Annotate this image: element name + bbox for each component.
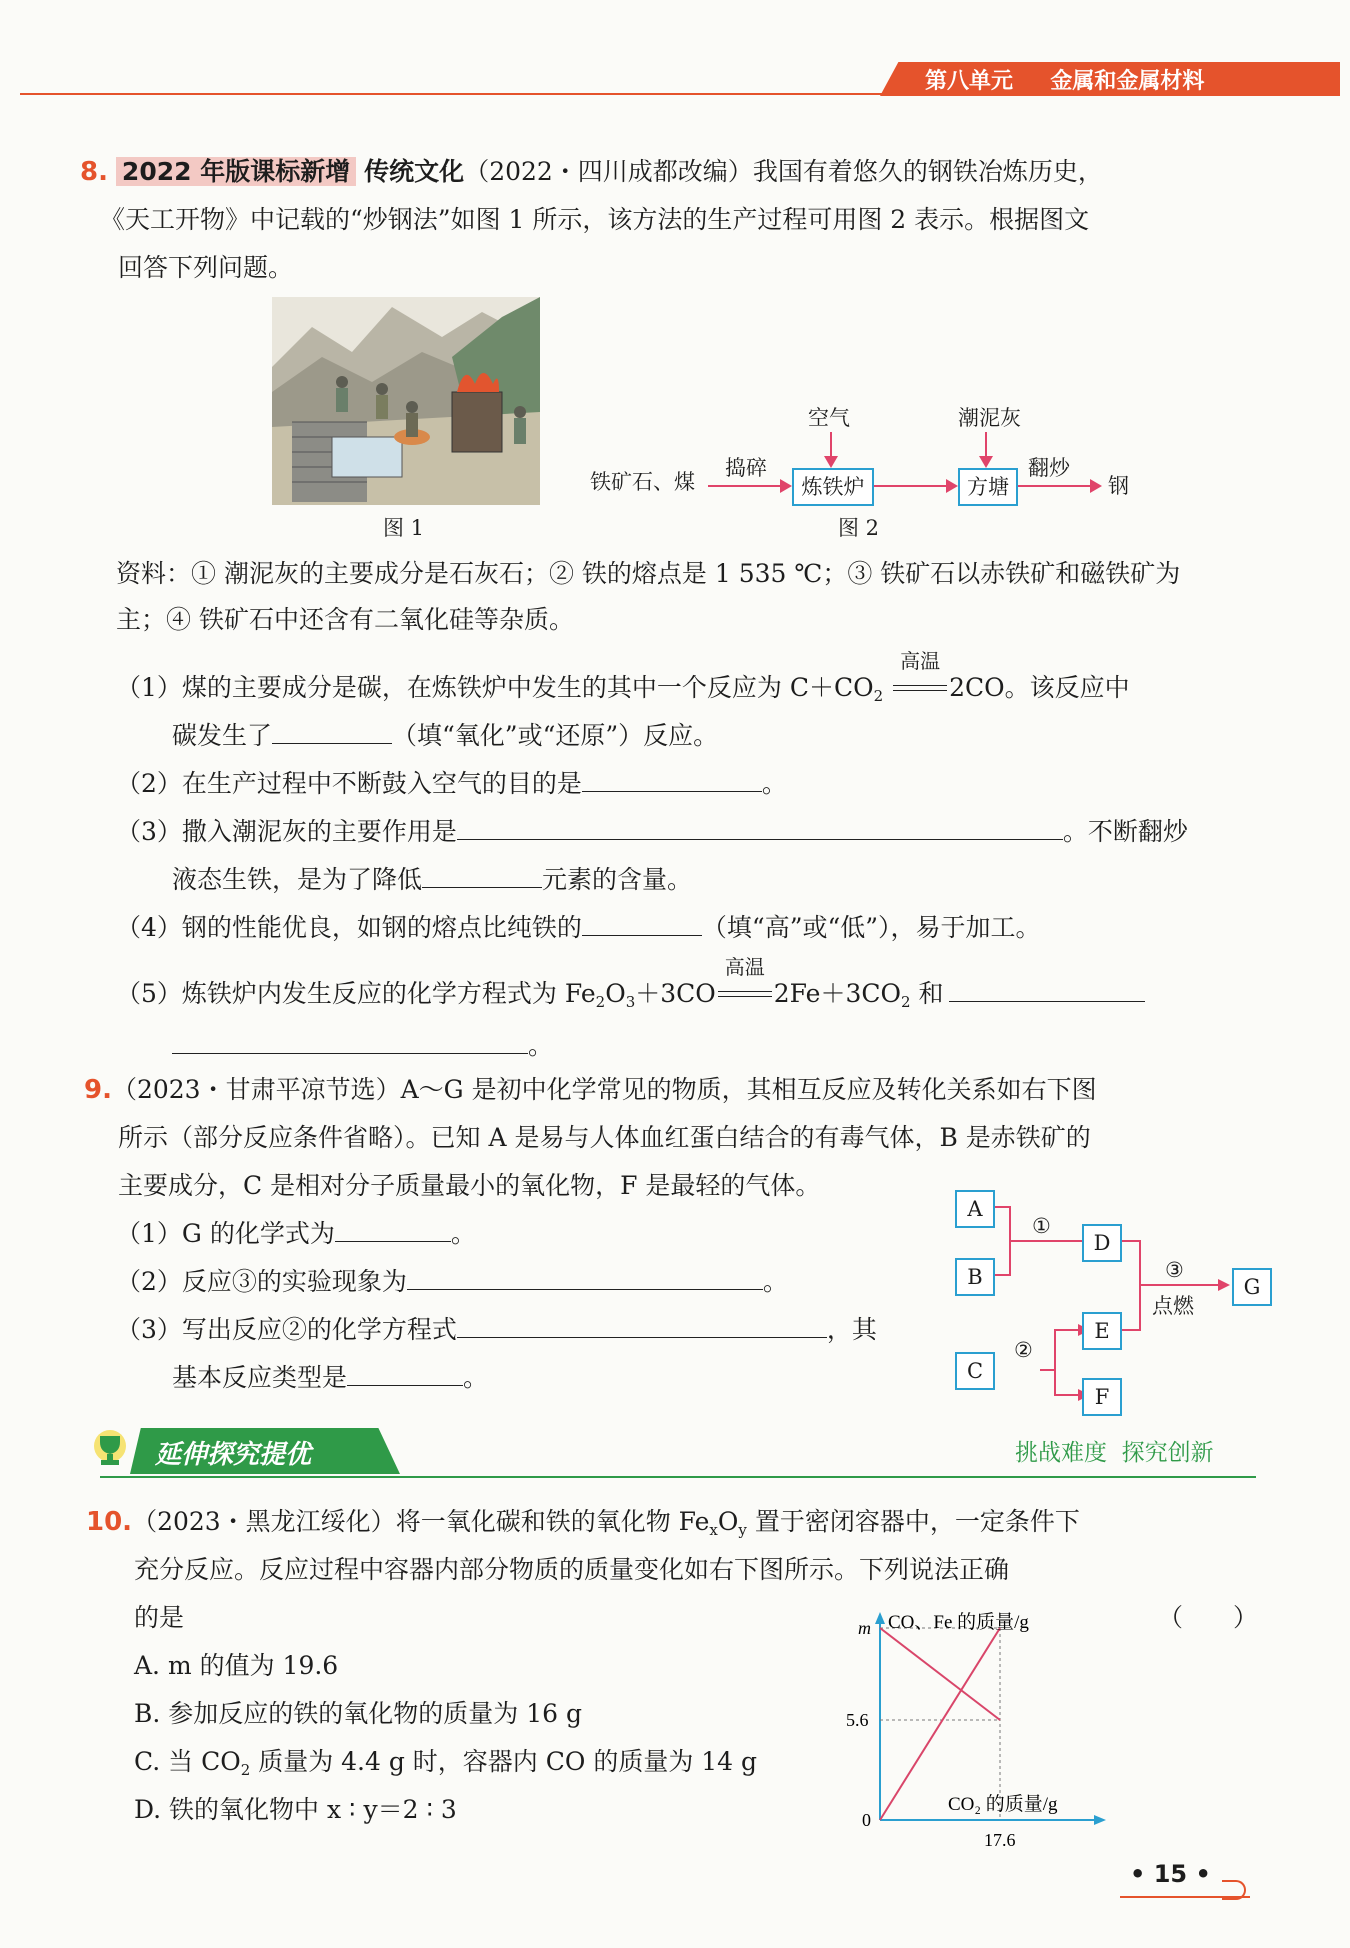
- question-number: 8.: [80, 157, 108, 187]
- q8-part3: [116, 808, 1188, 856]
- q8-part5-text-b: ＋3CO: [635, 979, 716, 1008]
- stem-text-b: 置于密闭容器中，一定条件下: [746, 1507, 1080, 1536]
- subscript: 2: [900, 993, 911, 1011]
- q8-part3-line2: [172, 856, 692, 904]
- arrow-air: [830, 432, 832, 458]
- arrow-3-head: [1090, 479, 1102, 493]
- q8-line2: 《天工开物》中记载的“炒钢法”如图 1 所示，该方法的生产过程可用图 2 表示。根据图文: [100, 205, 1090, 234]
- option-b[interactable]: B. 参加反应的铁的氧化物的质量为 16 g: [134, 1699, 582, 1728]
- q8-part3-text-b: 。不断翻炒: [1062, 817, 1188, 846]
- source: （2022・四川成都改编）: [464, 157, 753, 186]
- q8-part5-text-c: 2Fe＋3CO: [773, 979, 901, 1008]
- reaction-2-label: ②: [1014, 1338, 1033, 1362]
- question-number: 10.: [86, 1507, 133, 1537]
- q8-part5-text: （5）炼铁炉内发生反应的化学方程式为 Fe: [116, 979, 596, 1008]
- condition-label: 高温: [724, 954, 765, 979]
- unit-label: 第八单元: [925, 69, 1014, 94]
- option-c-text: C. 当 CO: [134, 1747, 241, 1776]
- node-b: B: [955, 1258, 995, 1296]
- q8-line1: [80, 148, 1103, 196]
- y-tick-5.6: 5.6: [846, 1710, 869, 1730]
- subscript: 2: [873, 687, 884, 705]
- y-tick-m: m: [858, 1618, 871, 1638]
- x-tick-17.6: 17.6: [984, 1830, 1016, 1850]
- arrow-ash-head: [979, 456, 993, 468]
- q9-part1-text-b: 。: [450, 1219, 476, 1248]
- subscript: y: [738, 1521, 747, 1539]
- node-c: C: [955, 1352, 995, 1390]
- answer-blank[interactable]: [582, 907, 702, 936]
- reaction-1-label: ①: [1032, 1214, 1051, 1238]
- subscript: x: [709, 1521, 718, 1539]
- section-rule: [100, 1476, 1256, 1478]
- answer-blank[interactable]: [422, 859, 542, 888]
- q9-part3-text: （3）写出反应②的化学方程式: [116, 1315, 457, 1344]
- mass-chart: [820, 1610, 1180, 1850]
- answer-blank[interactable]: [457, 811, 1063, 840]
- formula-o: O: [605, 979, 626, 1008]
- q8-part3-text-c: 液态生铁，是为了降低: [172, 865, 423, 894]
- q9-line2: 所示（部分反应条件省略）。已知 A 是易与人体血红蛋白结合的有毒气体，B 是赤铁矿的: [118, 1123, 1091, 1152]
- q10-line2: 充分反应。反应过程中容器内部分物质的质量变化如右下图所示。下列说法正确: [134, 1555, 1010, 1584]
- q8-part5-line2: [172, 1022, 553, 1070]
- q9-part3-text-c: 基本反应类型是: [172, 1363, 348, 1392]
- series-line-2: [880, 1628, 1000, 1820]
- info-line2: 主；④ 铁矿石中还含有二氧化硅等杂质。: [116, 605, 574, 634]
- answer-blank[interactable]: [582, 763, 762, 792]
- flow-output: 钢: [1108, 474, 1129, 498]
- q9-part2-text-b: 。: [762, 1267, 788, 1296]
- flow-step-stir: 翻炒: [1028, 456, 1070, 480]
- q9-part2: [116, 1258, 788, 1306]
- answer-blank[interactable]: [335, 1213, 451, 1242]
- answer-paren[interactable]: （ ）: [1158, 1603, 1259, 1632]
- q9-line1: [84, 1066, 1097, 1114]
- option-d[interactable]: D. 铁的氧化物中 x ∶ y＝2 ∶ 3: [134, 1795, 457, 1824]
- stem-text: 我国有着悠久的钢铁冶炼历史，: [752, 157, 1103, 186]
- q8-line3: 回答下列问题。: [118, 253, 294, 282]
- node-g: G: [1232, 1268, 1272, 1306]
- x-axis-arrow: [1094, 1815, 1106, 1825]
- stem-text: 将一氧化碳和铁的氧化物 Fe: [395, 1507, 710, 1536]
- flow-air: 空气: [808, 406, 850, 430]
- q8-part4-text-b: （填“高”或“低”），易于加工。: [701, 913, 1041, 942]
- info-line1: 资料：① 潮泥灰的主要成分是石灰石；② 铁的熔点是 1 535 ℃；③ 铁矿石以赤铁矿和磁铁矿为: [116, 559, 1181, 588]
- x-axis-label: CO₂ 的质量/g: [948, 1794, 1058, 1815]
- q9-part3-line2: [172, 1354, 488, 1402]
- flow-step-crush: 捣碎: [725, 456, 767, 480]
- q8-part4: [116, 904, 1041, 952]
- ignition-label: 点燃: [1152, 1294, 1194, 1318]
- y-axis-label: CO、Fe 的质量/g: [888, 1612, 1029, 1633]
- arrow-1: [708, 485, 786, 487]
- q8-part4-text: （4）钢的性能优良，如钢的熔点比纯铁的: [116, 913, 582, 942]
- node-f: F: [1082, 1378, 1122, 1416]
- flow-ash: 潮泥灰: [958, 406, 1021, 430]
- q9-part3-text-d: 。: [463, 1363, 489, 1392]
- answer-blank[interactable]: [272, 715, 392, 744]
- topic-tag: 传统文化: [364, 157, 465, 186]
- subscript: 2: [595, 993, 606, 1011]
- flow-input: 铁矿石、煤: [590, 470, 695, 494]
- q10-line3: 的是: [134, 1603, 185, 1632]
- high-temp-sign: [891, 648, 949, 705]
- arrow-3: [1018, 485, 1096, 487]
- q9-part1-text: （1）G 的化学式为: [116, 1219, 335, 1248]
- y-axis-arrow: [875, 1612, 885, 1624]
- answer-blank[interactable]: [172, 1025, 528, 1054]
- q8-part3-text-d: 元素的含量。: [542, 865, 693, 894]
- page-number: • 15 •: [1130, 1860, 1211, 1888]
- q9-part1: [116, 1210, 476, 1258]
- answer-blank[interactable]: [457, 1309, 827, 1338]
- q8-part1-line2: [172, 712, 718, 760]
- reaction-3-label: ③: [1165, 1258, 1184, 1282]
- answer-blank[interactable]: [949, 973, 1145, 1002]
- arrow-2: [874, 485, 952, 487]
- q8-part2: [116, 760, 787, 808]
- y-tick-0: 0: [862, 1810, 871, 1830]
- node-e: E: [1082, 1312, 1122, 1350]
- arrow-ash: [985, 432, 987, 458]
- subscript: 3: [625, 993, 636, 1011]
- formula-o: O: [717, 1507, 739, 1536]
- q8-part1-text-c: 碳发生了: [172, 721, 273, 750]
- condition-label: 高温: [900, 648, 941, 673]
- q8-part1-text: （1）煤的主要成分是碳，在炼铁炉中发生的其中一个反应为 C＋CO: [116, 673, 874, 702]
- q8-part3-text: （3）撒入潮泥灰的主要作用是: [116, 817, 457, 846]
- header-text: [925, 64, 1204, 95]
- stem-text: A～G 是初中化学常见的物质，其相互反应及转化关系如右下图: [400, 1075, 1097, 1104]
- q9-part2-text: （2）反应③的实验现象为: [116, 1267, 407, 1296]
- footer-hook-icon: [1222, 1880, 1246, 1900]
- section-right-label: 挑战难度 探究创新: [1015, 1440, 1214, 1466]
- question-number: 9.: [84, 1075, 112, 1105]
- q9-part3: [116, 1306, 877, 1354]
- q8-part5-text-e: 。: [528, 1031, 554, 1060]
- q8-part1-text-d: （填“氧化”或“还原”）反应。: [392, 721, 719, 750]
- q8-part1-text-b: 2CO。该反应中: [949, 673, 1130, 702]
- q8-part2-text-b: 。: [761, 769, 787, 798]
- banner-title: 延伸探究提优: [155, 1440, 312, 1470]
- source: （2023・甘肃平凉节选）: [111, 1075, 401, 1104]
- answer-blank[interactable]: [407, 1261, 763, 1290]
- trophy-icon: [88, 1426, 132, 1470]
- furnace-illustration: [272, 297, 540, 505]
- q8-part5: [116, 954, 1145, 1026]
- q8-part5-text-d: 和: [910, 979, 944, 1008]
- answer-blank[interactable]: [347, 1357, 463, 1386]
- page-number-value: 15: [1153, 1860, 1188, 1888]
- unit-title: 金属和金属材料: [1050, 69, 1205, 94]
- node-d: D: [1082, 1224, 1122, 1262]
- arrow-2-head: [946, 479, 958, 493]
- subscript: 2: [240, 1761, 251, 1779]
- source: （2023・黑龙江绥化）: [132, 1507, 396, 1536]
- q8-part2-text: （2）在生产过程中不断鼓入空气的目的是: [116, 769, 582, 798]
- option-c-text-b: 质量为 4.4 g 时，容器内 CO 的质量为 14 g: [250, 1747, 758, 1776]
- arrow-1-head: [780, 479, 792, 493]
- option-a[interactable]: A. m 的值为 19.6: [134, 1651, 339, 1680]
- q9-part3-text-b: ，其: [826, 1315, 877, 1344]
- q9-line3: 主要成分，C 是相对分子质量最小的氧化物，F 是最轻的气体。: [118, 1171, 821, 1200]
- curriculum-tag: 2022 年版课标新增: [116, 157, 356, 186]
- figure1-caption: 图 1: [383, 516, 425, 540]
- node-a: A: [955, 1190, 995, 1228]
- series-line-1: [880, 1628, 1000, 1720]
- pond-box: 方塘: [958, 468, 1018, 506]
- furnace-box: 炼铁炉: [792, 468, 874, 506]
- figure2-caption: 图 2: [838, 516, 880, 540]
- high-temp-sign: [716, 954, 774, 1011]
- arrow-air-head: [824, 456, 838, 468]
